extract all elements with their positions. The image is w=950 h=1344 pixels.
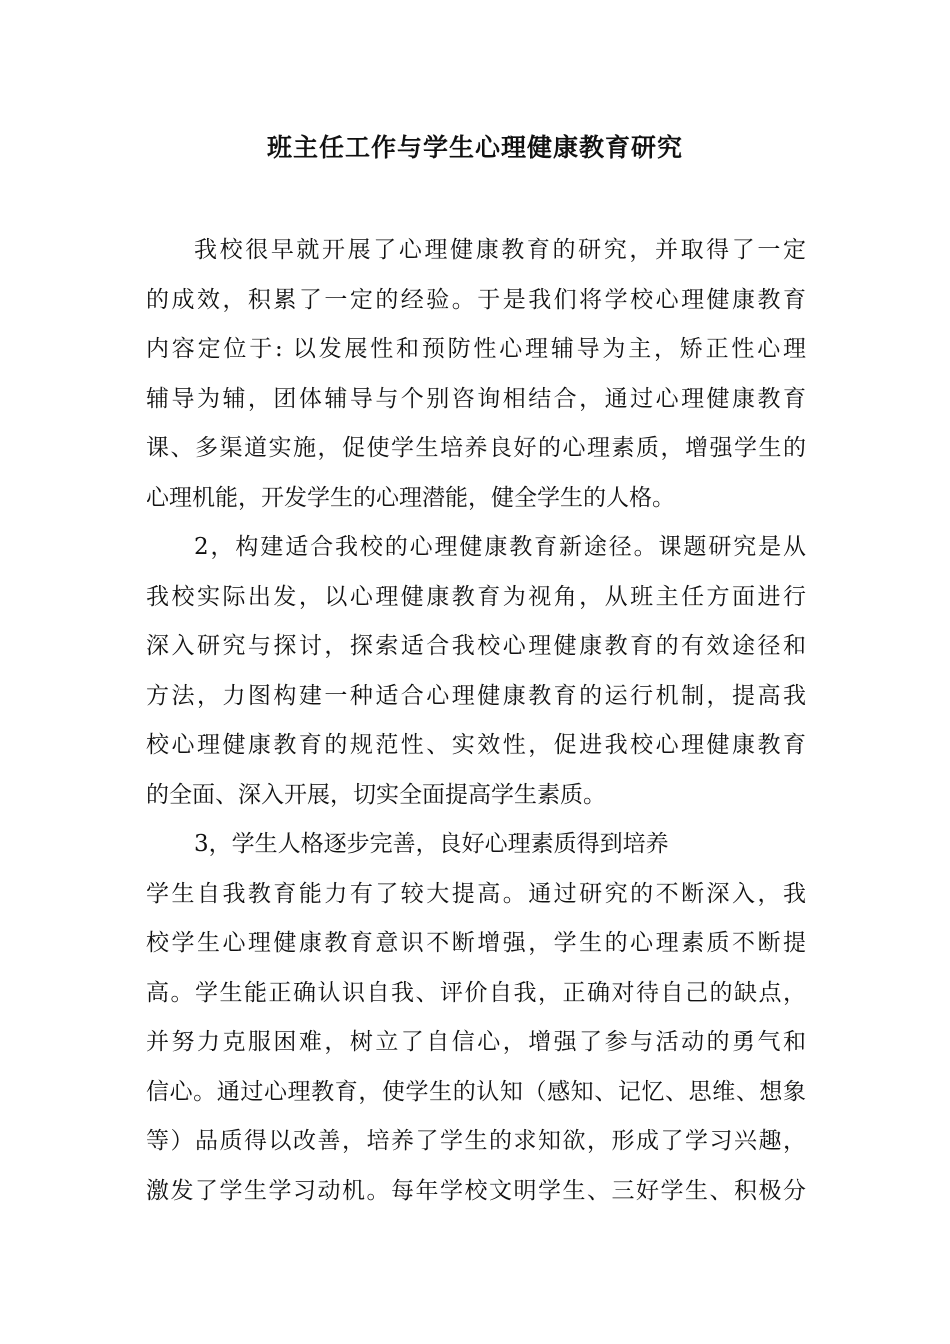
- text-line: 心理机能，开发学生的心理潜能，健全学生的人格。: [146, 484, 675, 511]
- text-line: 方法，力图构建一种适合心理健康教育的运行机制，提高我: [146, 682, 806, 709]
- text-line: 校心理健康教育的规范性、实效性，促进我校心理健康教育: [146, 732, 806, 758]
- text-line: 的成效，积累了一定的经验。于是我们将学校心理健康教育: [146, 286, 806, 313]
- text-line: 3，学生人格逐步完善，良好心理素质得到培养: [194, 831, 669, 857]
- document-title: 班主任工作与学生心理健康教育研究: [266, 133, 683, 162]
- text-line: 信心。通过心理教育，使学生的认知（感知、记忆、思维、想象: [146, 1078, 806, 1105]
- text-line: 2，构建适合我校的心理健康教育新途径。课题研究是从: [194, 534, 806, 560]
- text-line: 课、多渠道实施，促使学生培养良好的心理素质，增强学生的: [146, 435, 806, 461]
- text-line: 内容定位于: 以发展性和预防性心理辅导为主，矫正性心理: [146, 336, 806, 362]
- text-line: 并努力克服困难，树立了自信心，增强了参与活动的勇气和: [146, 1029, 806, 1055]
- text-line: 的全面、深入开展，切实全面提高学生素质。: [146, 781, 606, 808]
- text-line: 深入研究与探讨，探索适合我校心理健康教育的有效途径和: [146, 633, 806, 659]
- text-line: 校学生心理健康教育意识不断增强，学生的心理素质不断提: [146, 930, 806, 956]
- document-body: [146, 226, 806, 1216]
- text-line: 我校很早就开展了心理健康教育的研究，并取得了一定: [194, 237, 806, 263]
- text-line: 等）品质得以改善，培养了学生的求知欲，形成了学习兴趣，: [146, 1128, 806, 1154]
- text-line: 激发了学生学习动机。每年学校文明学生、三好学生、积极分: [146, 1177, 806, 1204]
- text-line: 我校实际出发，以心理健康教育为视角，从班主任方面进行: [146, 583, 806, 610]
- text-line: 辅导为辅，团体辅导与个别咨询相结合，通过心理健康教育: [146, 385, 806, 412]
- text-line: 高。学生能正确认识自我、评价自我，正确对待自己的缺点，: [146, 979, 806, 1006]
- text-line: 学生自我教育能力有了较大提高。通过研究的不断深入，我: [146, 880, 806, 907]
